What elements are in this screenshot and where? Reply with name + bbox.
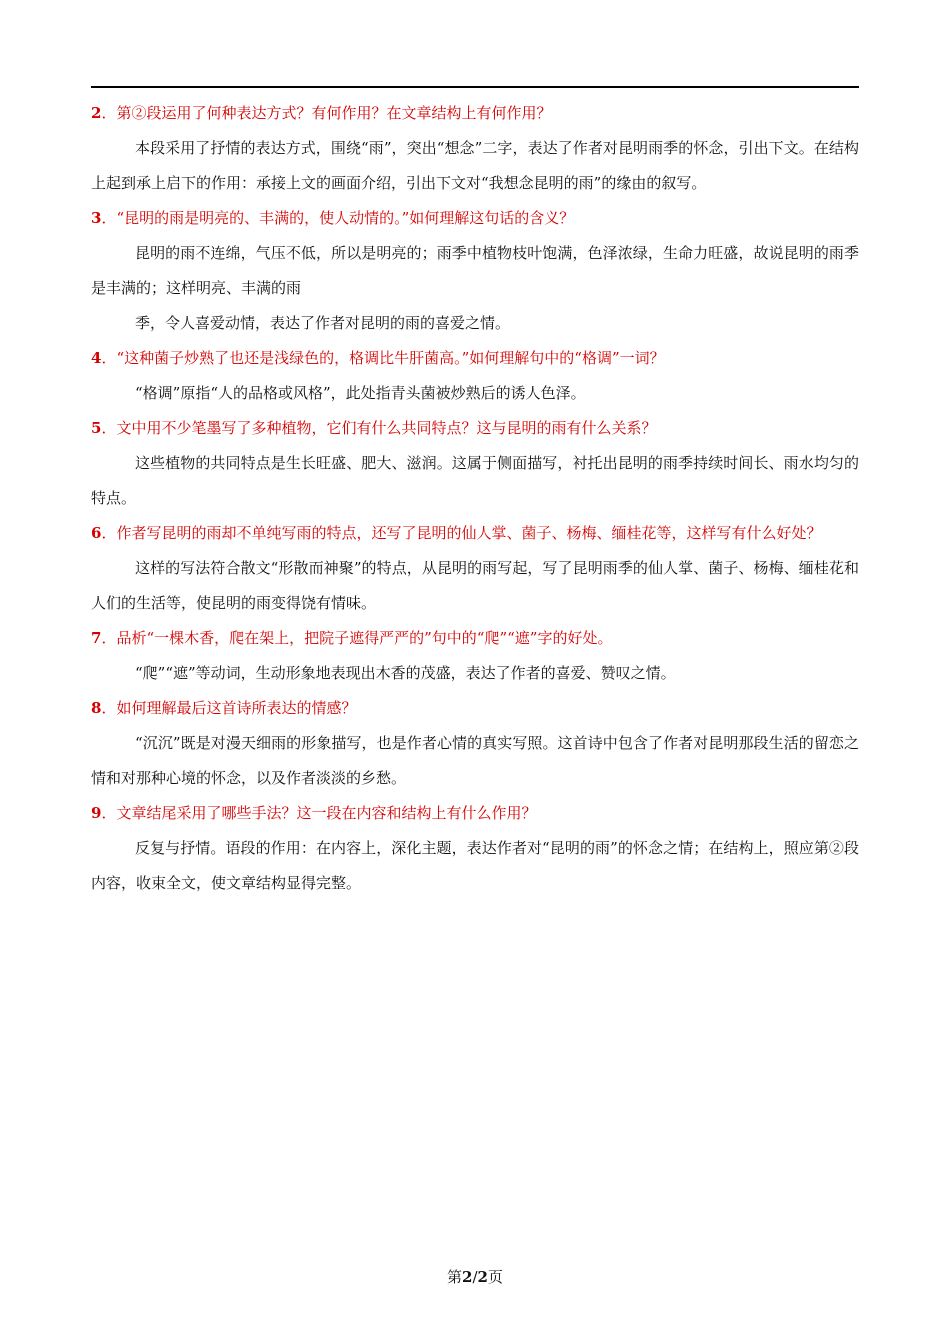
answer-9: 反复与抒情。语段的作用：在内容上，深化主题，表达作者对“昆明的雨”的怀念之情；在结构上，照应第②段内容，收束全文，使文章结构显得完整。 (91, 839, 859, 892)
answer-8: “沉沉”既是对漫天细雨的形象描写，也是作者心情的真实写照。这首诗中包含了作者对昆明那段生活的留恋之情和对那种心境的怀念，以及作者淡淡的乡愁。 (91, 734, 859, 787)
question-3: 3．“昆明的雨是明亮的、丰满的，使人动情的。”如何理解这句话的含义？ (91, 209, 575, 227)
answer-4: “格调”原指“人的品格或风格”，此处指青头菌被炒熟后的诱人色泽。 (135, 384, 586, 402)
answer-3: 昆明的雨不连绵，气压不低，所以是明亮的；雨季中植物枝叶饱满，色泽浓绿，生命力旺盛，故说昆明的雨季是丰满的；这样明亮、丰满的雨 (91, 244, 859, 297)
question-7: 7．品析“一棵木香，爬在架上，把院子遮得严严的”句中的“爬”“遮”字的好处。 (91, 629, 613, 647)
question-9: 9．文章结尾采用了哪些手法？这一段在内容和结构上有什么作用？ (91, 804, 537, 822)
answer-6: 这样的写法符合散文“形散而神聚”的特点，从昆明的雨写起，写了昆明雨季的仙人掌、菌子、杨梅、缅桂花和人们的生活等，使昆明的雨变得饶有情味。 (91, 559, 859, 612)
question-2: 2．第②段运用了何种表达方式？有何作用？在文章结构上有何作用？ (91, 104, 552, 122)
question-6: 6．作者写昆明的雨却不单纯写雨的特点，还写了昆明的仙人掌、菌子、杨梅、缅桂花等，这样写有什么好处？ (91, 524, 822, 542)
answer-2: 本段采用了抒情的表达方式，围绕“雨”，突出“想念”二字，表达了作者对昆明雨季的怀念，引出下文。在结构上起到承上启下的作用：承接上文的画面介绍，引出下文对“我想念昆明的雨”的缘由的叙写。 (91, 139, 859, 192)
page-footer: 第2/2页 (447, 1268, 503, 1286)
header-rule (91, 86, 859, 88)
question-5: 5．文中用不少笔墨写了多种植物，它们有什么共同特点？这与昆明的雨有什么关系？ (91, 419, 657, 437)
qa-content (91, 96, 859, 901)
question-4: 4．“这种菌子炒熟了也还是浅绿色的，格调比牛肝菌高。”如何理解句中的“格调”一词？ (91, 349, 665, 367)
answer-3-continued: 季，令人喜爱动情，表达了作者对昆明的雨的喜爱之情。 (135, 314, 511, 332)
answer-5: 这些植物的共同特点是生长旺盛、肥大、滋润。这属于侧面描写，衬托出昆明的雨季持续时间长、雨水均匀的特点。 (91, 454, 859, 507)
question-8: 8．如何理解最后这首诗所表达的情感？ (91, 699, 357, 717)
answer-7: “爬”“遮”等动词，生动形象地表现出木香的茂盛，表达了作者的喜爱、赞叹之情。 (135, 664, 676, 682)
